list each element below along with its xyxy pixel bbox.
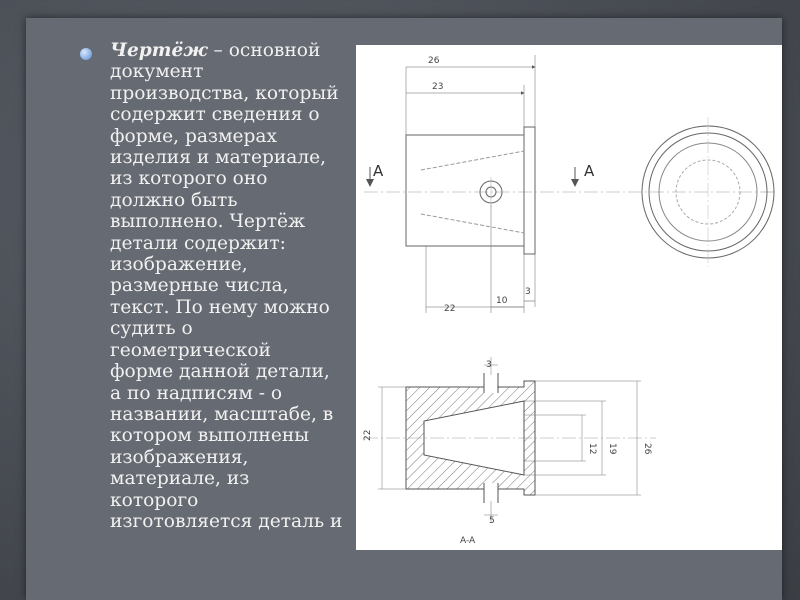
text-line: производства, который [110, 82, 339, 104]
text-line: из которого оно [110, 168, 268, 190]
text-line: изделия и материале, [110, 147, 327, 169]
section-letter: A [373, 162, 384, 180]
text-line: форме, размерах [110, 125, 278, 147]
dim-label: 12 [587, 443, 597, 455]
text-line: а по надписям - о [110, 382, 283, 404]
text-line-rest: – основной [207, 40, 321, 61]
text-line: выполнено. Чертёж [110, 211, 306, 233]
text-line: должно быть [110, 189, 238, 211]
section-letter: A [584, 162, 595, 180]
dim-label: 26 [428, 56, 440, 66]
dim-label: 3 [525, 287, 531, 297]
section-mark-left [366, 162, 384, 187]
bullet-icon [80, 48, 92, 60]
text-line: форме данной детали, [110, 361, 330, 383]
section-view [363, 357, 656, 546]
text-line [110, 40, 360, 61]
text-line: текст. По нему можно [110, 296, 330, 318]
front-view [364, 55, 774, 313]
text-line: детали содержит: [110, 232, 286, 254]
body-text [110, 40, 360, 532]
text-line: названии, масштабе, в [110, 403, 334, 425]
text-line: изображение, [110, 254, 248, 276]
dim-label: 19 [607, 443, 617, 455]
front-view-dimensions [428, 56, 531, 314]
dim-label: 26 [642, 443, 652, 455]
dim-label: 5 [489, 516, 495, 526]
dim-label: 23 [432, 82, 444, 92]
dim-label: 22 [363, 429, 373, 441]
text-line: геометрической [110, 339, 271, 361]
text-line: содержит сведения о [110, 104, 320, 126]
dim-label: 3 [486, 360, 492, 370]
text-line: изготовляется деталь и [110, 510, 343, 532]
drawing-svg [356, 45, 782, 550]
text-line: котором выполнены [110, 425, 310, 447]
dim-label: 22 [444, 304, 456, 314]
text-line: которого [110, 489, 199, 511]
text-line: документ [110, 61, 204, 83]
dim-label: 10 [496, 296, 508, 306]
term-highlight: Чертёж [110, 40, 208, 61]
text-line: изображения, [110, 446, 249, 468]
technical-drawing [356, 45, 782, 550]
text-line: материале, из [110, 468, 250, 490]
text-line: размерные числа, [110, 275, 289, 297]
section-mark-right [571, 162, 595, 187]
section-label: A-A [460, 536, 476, 546]
text-line: судить о [110, 318, 193, 340]
